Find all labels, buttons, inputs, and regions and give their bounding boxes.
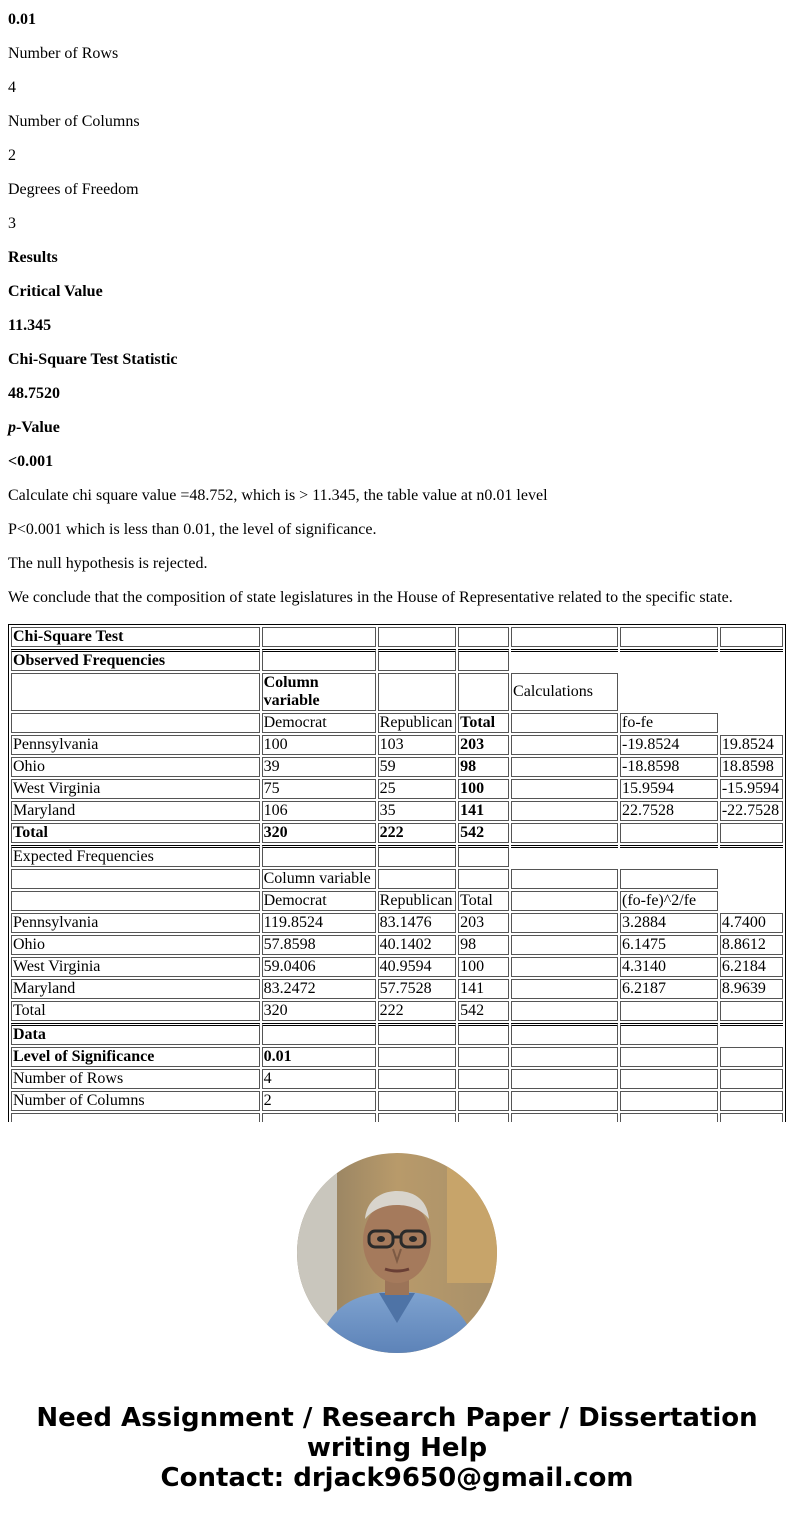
- cell: [378, 1091, 456, 1111]
- table-row: [11, 649, 783, 671]
- expected-republican: 57.7528: [378, 979, 456, 999]
- state-name: Maryland: [11, 979, 260, 999]
- table-cols-label: Number of Columns: [11, 1091, 260, 1111]
- cell: [620, 1001, 718, 1021]
- chi-square-value: 48.7520: [8, 385, 60, 402]
- dof-label: Degrees of Freedom: [8, 181, 139, 198]
- cell: [720, 1091, 783, 1111]
- promo-line-1: Need Assignment / Research Paper / Dissertation: [36, 1403, 758, 1433]
- cell: [620, 1069, 718, 1089]
- observed-total-democrat: 320: [262, 823, 376, 843]
- cell: [378, 673, 456, 711]
- cell: [511, 649, 618, 671]
- data-heading: Data: [11, 1023, 260, 1045]
- header-fo-fe: fo-fe: [620, 713, 718, 733]
- expected-total-label: Total: [11, 1001, 260, 1021]
- cell: [720, 1001, 783, 1021]
- table-row: [11, 801, 783, 821]
- expected-total: 98: [458, 935, 509, 955]
- cell: [720, 869, 783, 889]
- cell: [378, 845, 456, 867]
- expected-democrat: 57.8598: [262, 935, 376, 955]
- expected-total-democrat: 320: [262, 1001, 376, 1021]
- table-rows-label: Number of Rows: [11, 1069, 260, 1089]
- expected-heading: Expected Frequencies: [11, 845, 260, 867]
- cell: [262, 627, 376, 647]
- table-row: [11, 1023, 783, 1045]
- observed-republican: 59: [378, 757, 456, 777]
- promo-contact[interactable]: Contact: drjack9650@gmail.com: [160, 1463, 634, 1493]
- cell: [511, 891, 618, 911]
- cell: [511, 757, 618, 777]
- cell: [511, 869, 618, 889]
- cell: [720, 1069, 783, 1089]
- chi-contrib-header: (fo-fe)^2/fe: [620, 891, 718, 911]
- table-title: Chi-Square Test: [11, 627, 260, 647]
- observed-republican: 25: [378, 779, 456, 799]
- author-avatar: [297, 1153, 497, 1353]
- cols-label: Number of Columns: [8, 113, 140, 130]
- cell: [511, 713, 618, 733]
- observed-total: 141: [458, 801, 509, 821]
- observed-democrat: 75: [262, 779, 376, 799]
- cell: [458, 627, 509, 647]
- los-label: Level of Significance: [11, 1047, 260, 1067]
- state-name: West Virginia: [11, 779, 260, 799]
- table-row: [11, 869, 783, 889]
- cell: [511, 735, 618, 755]
- cell: [11, 891, 260, 911]
- cell: [620, 627, 718, 647]
- cell: [620, 649, 718, 671]
- state-name: Ohio: [11, 935, 260, 955]
- fo-fe-republican: 19.8524: [720, 735, 783, 755]
- cell: [511, 913, 618, 933]
- cell: [378, 869, 456, 889]
- fo-fe-democrat: -18.8598: [620, 757, 718, 777]
- table-row: [11, 891, 783, 911]
- cell: [458, 845, 509, 867]
- state-name: West Virginia: [11, 957, 260, 977]
- table-row: [11, 1047, 783, 1067]
- level-value: 0.01: [8, 11, 36, 28]
- table-row: [11, 1113, 783, 1122]
- fo-fe-democrat: -19.8524: [620, 735, 718, 755]
- expected-total-republican: 222: [378, 1001, 456, 1021]
- cell: [458, 673, 509, 711]
- cell: [620, 869, 718, 889]
- cell: [720, 1047, 783, 1067]
- cell: [262, 1113, 376, 1122]
- critical-value-label: Critical Value: [8, 283, 103, 300]
- cell: [720, 673, 783, 711]
- expected-header-total: Total: [458, 891, 509, 911]
- expected-column-variable: Column variable: [262, 869, 376, 889]
- observed-republican: 35: [378, 801, 456, 821]
- cell: [620, 673, 718, 711]
- expected-total: 100: [458, 957, 509, 977]
- observed-democrat: 106: [262, 801, 376, 821]
- table-row: [11, 957, 783, 977]
- expected-header-republican: Republican: [378, 891, 456, 911]
- table-row: [11, 673, 783, 711]
- chi-square-table: [8, 624, 786, 1122]
- table-row: [11, 1069, 783, 1089]
- expected-democrat: 59.0406: [262, 957, 376, 977]
- observed-grand-total: 542: [458, 823, 509, 843]
- table-row: [11, 979, 783, 999]
- chi-square-label: Chi-Square Test Statistic: [8, 351, 178, 368]
- table-row: [11, 627, 783, 647]
- expected-democrat: 119.8524: [262, 913, 376, 933]
- cell: [511, 779, 618, 799]
- cell: [378, 649, 456, 671]
- expected-header-democrat: Democrat: [262, 891, 376, 911]
- cell: [11, 1113, 260, 1122]
- cell: [262, 649, 376, 671]
- conclusion-4: We conclude that the composition of state legislatures in the House of Representative related to the specific state.: [8, 589, 733, 606]
- cell: [511, 1047, 618, 1067]
- header-republican: Republican: [378, 713, 456, 733]
- chi-contrib-democrat: 6.2187: [620, 979, 718, 999]
- fo-fe-democrat: 22.7528: [620, 801, 718, 821]
- cell: [378, 1069, 456, 1089]
- cell: [458, 1091, 509, 1111]
- table-row: [11, 1001, 783, 1021]
- calculations-header: Calculations: [511, 673, 618, 711]
- chi-contrib-democrat: 4.3140: [620, 957, 718, 977]
- expected-grand-total: 542: [458, 1001, 509, 1021]
- cell: [11, 869, 260, 889]
- cell: [511, 627, 618, 647]
- cell: [511, 935, 618, 955]
- p-value-label: [8, 419, 60, 437]
- cell: [511, 801, 618, 821]
- cell: [458, 649, 509, 671]
- observed-republican: 103: [378, 735, 456, 755]
- table-viewport[interactable]: [8, 624, 788, 1122]
- table-row: [11, 779, 783, 799]
- p-italic: p: [8, 419, 16, 436]
- los-value: 0.01: [262, 1047, 376, 1067]
- cell: [511, 1001, 618, 1021]
- table-row: [11, 823, 783, 843]
- p-value-label-rest: -Value: [16, 419, 60, 436]
- cell: [262, 845, 376, 867]
- fo-fe-republican: -22.7528: [720, 801, 783, 821]
- conclusion-3: The null hypothesis is rejected.: [8, 555, 208, 572]
- cell: [720, 891, 783, 911]
- cell: [620, 845, 718, 867]
- fo-fe-republican: 18.8598: [720, 757, 783, 777]
- results-heading: Results: [8, 249, 58, 266]
- table-row: [11, 713, 783, 733]
- observed-heading: Observed Frequencies: [11, 649, 260, 671]
- state-name: Pennsylvania: [11, 913, 260, 933]
- state-name: Pennsylvania: [11, 735, 260, 755]
- cell: [620, 1113, 718, 1122]
- cell: [262, 1023, 376, 1045]
- table-row: [11, 757, 783, 777]
- rows-value: 4: [8, 79, 16, 96]
- cell: [511, 1023, 618, 1045]
- chi-contrib-democrat: 6.1475: [620, 935, 718, 955]
- cell: [378, 627, 456, 647]
- cell: [720, 649, 783, 671]
- table-row: [11, 735, 783, 755]
- p-value: <0.001: [8, 453, 54, 470]
- cell: [11, 673, 260, 711]
- state-name: Maryland: [11, 801, 260, 821]
- cell: [458, 1113, 509, 1122]
- critical-value: 11.345: [8, 317, 52, 334]
- cols-value: 2: [8, 147, 16, 164]
- cell: [620, 1023, 718, 1045]
- cell: [458, 1047, 509, 1067]
- table-row: [11, 1091, 783, 1111]
- chi-contrib-democrat: 3.2884: [620, 913, 718, 933]
- observed-total: 203: [458, 735, 509, 755]
- observed-total-label: Total: [11, 823, 260, 843]
- cell: [720, 1023, 783, 1045]
- conclusion-1: Calculate chi square value =48.752, which is > 11.345, the table value at n0.01 level: [8, 487, 548, 504]
- chi-contrib-republican: 8.8612: [720, 935, 783, 955]
- expected-total: 141: [458, 979, 509, 999]
- cell: [511, 1113, 618, 1122]
- observed-democrat: 39: [262, 757, 376, 777]
- cell: [720, 845, 783, 867]
- table-rows-value: 4: [262, 1069, 376, 1089]
- conclusion-2: P<0.001 which is less than 0.01, the level of significance.: [8, 521, 377, 538]
- rows-label: Number of Rows: [8, 45, 119, 62]
- cell: [378, 1023, 456, 1045]
- chi-contrib-republican: 4.7400: [720, 913, 783, 933]
- header-total: Total: [458, 713, 509, 733]
- observed-total: 98: [458, 757, 509, 777]
- promo-banner: [0, 1403, 794, 1493]
- table-row: [11, 845, 783, 867]
- expected-republican: 40.1402: [378, 935, 456, 955]
- cell: [458, 1069, 509, 1089]
- cell: [511, 845, 618, 867]
- expected-republican: 83.1476: [378, 913, 456, 933]
- chi-contrib-republican: 8.9639: [720, 979, 783, 999]
- dof-value: 3: [8, 215, 16, 232]
- expected-total: 203: [458, 913, 509, 933]
- cell: [458, 869, 509, 889]
- fo-fe-democrat: 15.9594: [620, 779, 718, 799]
- cell: [620, 1091, 718, 1111]
- observed-total: 100: [458, 779, 509, 799]
- cell: [11, 713, 260, 733]
- promo-line-2: writing Help: [306, 1433, 488, 1463]
- cell: [378, 1047, 456, 1067]
- observed-total-republican: 222: [378, 823, 456, 843]
- cell: [458, 1023, 509, 1045]
- avatar-portrait: [297, 1153, 497, 1353]
- cell: [720, 1113, 783, 1122]
- cell: [511, 1091, 618, 1111]
- cell: [620, 1047, 718, 1067]
- cell: [511, 957, 618, 977]
- table-cols-value: 2: [262, 1091, 376, 1111]
- cell: [511, 1069, 618, 1089]
- table-row: [11, 913, 783, 933]
- fo-fe-republican: -15.9594: [720, 779, 783, 799]
- cell: [511, 979, 618, 999]
- state-name: Ohio: [11, 757, 260, 777]
- chi-contrib-republican: 6.2184: [720, 957, 783, 977]
- column-variable-header: Column variable: [262, 673, 376, 711]
- cell: [720, 713, 783, 733]
- cell: [720, 627, 783, 647]
- expected-democrat: 83.2472: [262, 979, 376, 999]
- table-row: [11, 935, 783, 955]
- expected-republican: 40.9594: [378, 957, 456, 977]
- cell: [378, 1113, 456, 1122]
- cell: [620, 823, 718, 843]
- header-democrat: Democrat: [262, 713, 376, 733]
- cell: [511, 823, 618, 843]
- cell: [720, 823, 783, 843]
- observed-democrat: 100: [262, 735, 376, 755]
